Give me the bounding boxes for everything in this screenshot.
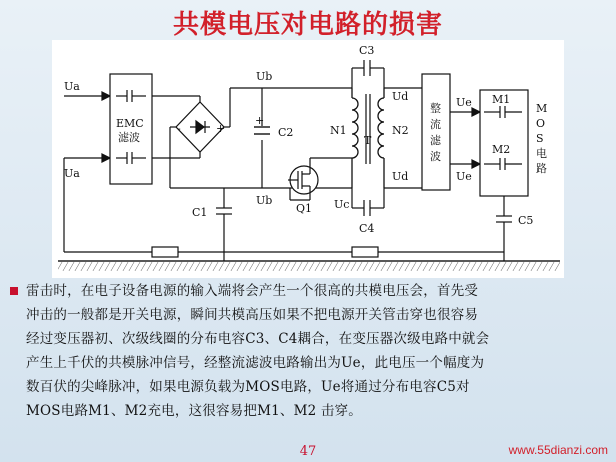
mos-label-4: 电 (536, 147, 547, 160)
slide-title: 共模电压对电路的损害 (172, 10, 443, 40)
circuit-svg (52, 40, 564, 278)
emc-label-line2: 滤波 (118, 131, 140, 144)
c5-capacitor (496, 196, 512, 261)
label-ue-bottom: Ue (456, 170, 472, 183)
emc-label-line1: EMC (116, 117, 144, 130)
label-t: T (364, 134, 372, 147)
label-uc: Uc (334, 198, 350, 211)
label-c2: C2 (278, 126, 294, 139)
label-ua-top: Ua (64, 80, 80, 93)
rect-label-4: 波 (430, 150, 441, 163)
rectifier-filter-block (422, 74, 450, 190)
rect-label-1: 整 (430, 102, 441, 115)
label-q1: Q1 (296, 202, 313, 215)
c4-capacitor (352, 188, 384, 216)
rect-label-3: 滤 (430, 134, 441, 147)
label-c4: C4 (359, 222, 375, 235)
mos-label-1: M (536, 102, 548, 115)
c2-plus-sign: + (255, 114, 265, 127)
mos-label-3: S (536, 132, 544, 145)
paragraph-line-6: MOS电路M1、M2充电，这很容易把M1、M2 击穿。 (26, 403, 362, 419)
paragraph-line-3: 经过变压器初、次级线圈的分布电容C3、C4耦合，在变压器次级电路中就会 (26, 331, 490, 347)
label-ua-bottom: Ua (64, 167, 80, 180)
label-n1: N1 (330, 124, 347, 137)
label-ub-top: Ub (256, 70, 273, 83)
label-m1: M1 (492, 93, 511, 106)
circuit-diagram (52, 40, 564, 278)
explanation-paragraph (26, 279, 611, 423)
output-wiring (450, 108, 480, 168)
label-ue-top: Ue (456, 96, 472, 109)
input-terminals (64, 92, 110, 162)
label-n2: N2 (392, 124, 409, 137)
paragraph-line-2: 冲击的一般都是开关电源，瞬间共模高压如果不把电源开关管击穿也很容易 (26, 307, 479, 323)
rect-label-2: 流 (430, 118, 441, 131)
bridge-plus-label: + (216, 122, 226, 135)
transformer-primary (352, 88, 358, 188)
bridge-minus-label: - (177, 122, 181, 135)
label-ud-top: Ud (392, 90, 409, 103)
label-c1: C1 (192, 206, 208, 219)
paragraph-line-1: 雷击时，在电子设备电源的输入端将会产生一个很高的共模电压会，首先受 (26, 283, 479, 299)
site-watermark: www.55dianzi.com (508, 443, 608, 457)
page-number: 47 (299, 444, 317, 459)
c3-capacitor (352, 60, 384, 88)
q1-transistor (288, 158, 352, 200)
paragraph-line-5: 数百伏的尖峰脉冲，如果电源负载为MOS电路，Ue将通过分布电容C5对 (26, 379, 470, 395)
ground-plane (58, 261, 560, 271)
mos-label-5: 路 (536, 162, 547, 175)
label-m2: M2 (492, 143, 511, 156)
label-c5: C5 (518, 214, 534, 227)
c2-capacitor (254, 127, 270, 134)
transformer-core (366, 94, 370, 164)
paragraph-line-4: 产生上千伏的共模脉冲信号，经整流滤波电路输出为Ue，此电压一个幅度为 (26, 355, 485, 371)
bullet-marker (10, 287, 18, 295)
label-c3: C3 (359, 44, 375, 57)
label-ud-bottom: Ud (392, 170, 409, 183)
mos-label-2: O (536, 117, 546, 130)
label-ub-bottom: Ub (256, 194, 273, 207)
